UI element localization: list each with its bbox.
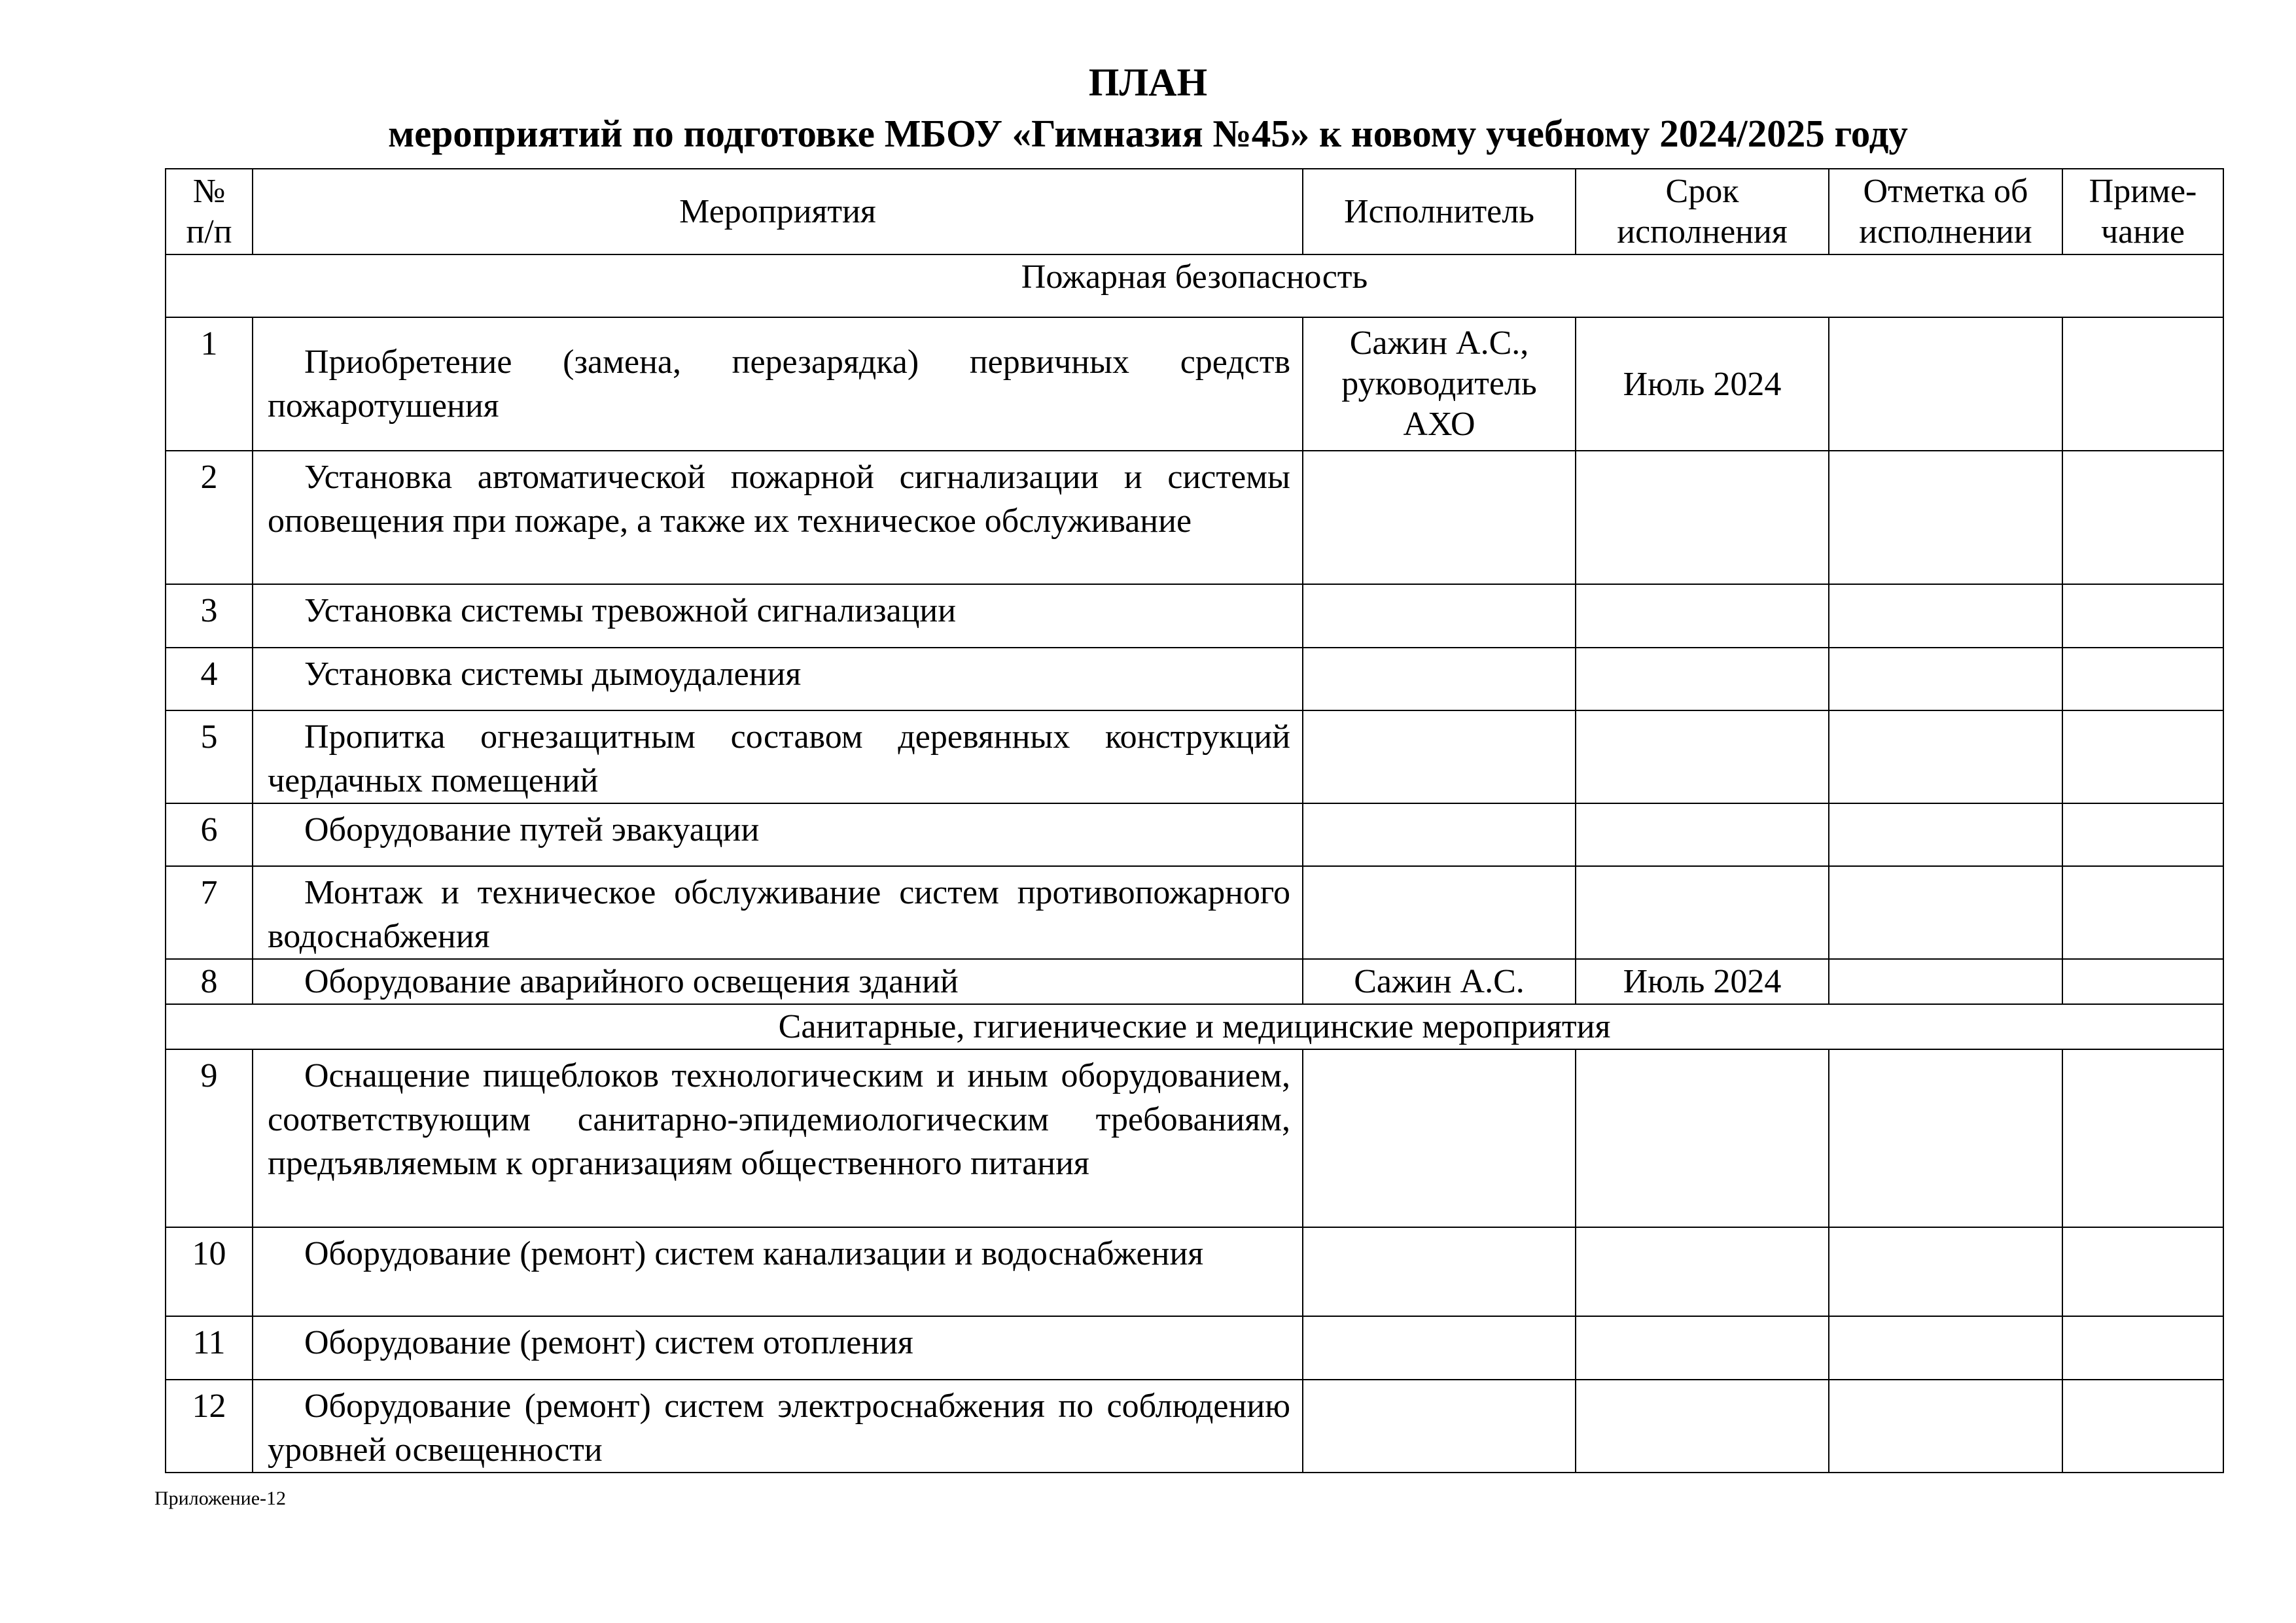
row-num: 4 bbox=[166, 648, 253, 710]
col-header-note: Приме- чание bbox=[2062, 169, 2223, 254]
row-executor: Сажин А.С., руководитель АХО bbox=[1303, 317, 1576, 451]
row-num: 3 bbox=[166, 584, 253, 648]
row-mark bbox=[1829, 1316, 2062, 1380]
table-row bbox=[166, 959, 2223, 1004]
row-num: 6 bbox=[166, 803, 253, 866]
row-activity: Оснащение пищеблоков технологическим и иным оборудованием, соответствующим санитарно-эпидемиологическим требованиям, предъявляемым к организациям общественного питания bbox=[253, 1049, 1303, 1227]
row-activity: Приобретение (замена, перезарядка) первичных средств пожаротушения bbox=[253, 317, 1303, 451]
row-num: 9 bbox=[166, 1049, 253, 1227]
row-note bbox=[2062, 1380, 2223, 1473]
row-note bbox=[2062, 1227, 2223, 1316]
row-executor bbox=[1303, 1380, 1576, 1473]
col-header-deadline: Срок исполнения bbox=[1576, 169, 1829, 254]
table-row bbox=[166, 1380, 2223, 1473]
row-mark bbox=[1829, 1049, 2062, 1227]
row-deadline bbox=[1576, 584, 1829, 648]
row-num: 7 bbox=[166, 866, 253, 959]
row-mark bbox=[1829, 584, 2062, 648]
row-activity: Установка автоматической пожарной сигнализации и системы оповещения при пожаре, а также их техническое обслуживание bbox=[253, 451, 1303, 584]
table-row bbox=[166, 317, 2223, 451]
row-executor: Сажин А.С. bbox=[1303, 959, 1576, 1004]
row-activity: Оборудование (ремонт) систем канализации и водоснабжения bbox=[253, 1227, 1303, 1316]
header-row bbox=[166, 169, 2223, 254]
table-row bbox=[166, 648, 2223, 710]
row-mark bbox=[1829, 648, 2062, 710]
row-activity: Установка системы тревожной сигнализации bbox=[253, 584, 1303, 648]
row-note bbox=[2062, 317, 2223, 451]
row-mark bbox=[1829, 1227, 2062, 1316]
table-row bbox=[166, 710, 2223, 803]
table-row bbox=[166, 1049, 2223, 1227]
table-row bbox=[166, 1316, 2223, 1380]
plan-table bbox=[165, 168, 2224, 1473]
row-num: 10 bbox=[166, 1227, 253, 1316]
row-executor bbox=[1303, 866, 1576, 959]
row-note bbox=[2062, 710, 2223, 803]
row-num: 12 bbox=[166, 1380, 253, 1473]
row-num: 1 bbox=[166, 317, 253, 451]
col-header-mark: Отметка об исполнении bbox=[1829, 169, 2062, 254]
row-mark bbox=[1829, 317, 2062, 451]
row-num: 8 bbox=[166, 959, 253, 1004]
section-title: Санитарные, гигиенические и медицинские мероприятия bbox=[166, 1004, 2223, 1049]
row-note bbox=[2062, 648, 2223, 710]
row-executor bbox=[1303, 451, 1576, 584]
row-activity: Оборудование (ремонт) систем электроснабжения по соблюдению уровней освещенности bbox=[253, 1380, 1303, 1473]
row-mark bbox=[1829, 1380, 2062, 1473]
row-deadline bbox=[1576, 648, 1829, 710]
row-deadline: Июль 2024 bbox=[1576, 317, 1829, 451]
row-executor bbox=[1303, 803, 1576, 866]
row-executor bbox=[1303, 584, 1576, 648]
table-row bbox=[166, 584, 2223, 648]
row-mark bbox=[1829, 803, 2062, 866]
row-deadline bbox=[1576, 1380, 1829, 1473]
row-note bbox=[2062, 959, 2223, 1004]
row-mark bbox=[1829, 959, 2062, 1004]
row-deadline bbox=[1576, 1227, 1829, 1316]
row-deadline bbox=[1576, 803, 1829, 866]
row-deadline bbox=[1576, 1049, 1829, 1227]
col-header-num: № п/п bbox=[166, 169, 253, 254]
row-executor bbox=[1303, 1227, 1576, 1316]
table-row bbox=[166, 451, 2223, 584]
row-deadline bbox=[1576, 451, 1829, 584]
row-deadline bbox=[1576, 710, 1829, 803]
row-activity: Оборудование путей эвакуации bbox=[253, 803, 1303, 866]
row-num: 5 bbox=[166, 710, 253, 803]
row-deadline: Июль 2024 bbox=[1576, 959, 1829, 1004]
row-mark bbox=[1829, 866, 2062, 959]
row-executor bbox=[1303, 648, 1576, 710]
row-note bbox=[2062, 866, 2223, 959]
row-activity: Оборудование аварийного освещения зданий bbox=[253, 959, 1303, 1004]
row-note bbox=[2062, 803, 2223, 866]
document-title: ПЛАН bbox=[1088, 61, 1208, 104]
row-mark bbox=[1829, 710, 2062, 803]
table-row bbox=[166, 803, 2223, 866]
table-row bbox=[166, 1227, 2223, 1316]
section-row bbox=[166, 1004, 2223, 1049]
section-row bbox=[166, 254, 2223, 317]
col-header-activity: Мероприятия bbox=[253, 169, 1303, 254]
row-activity: Пропитка огнезащитным составом деревянных конструкций чердачных помещений bbox=[253, 710, 1303, 803]
row-num: 2 bbox=[166, 451, 253, 584]
row-activity: Монтаж и техническое обслуживание систем противопожарного водоснабжения bbox=[253, 866, 1303, 959]
row-activity: Оборудование (ремонт) систем отопления bbox=[253, 1316, 1303, 1380]
page-footer: Приложение-12 bbox=[154, 1488, 287, 1509]
section-title: Пожарная безопасность bbox=[166, 254, 2223, 317]
row-executor bbox=[1303, 1049, 1576, 1227]
document-subtitle: мероприятий по подготовке МБОУ «Гимназия №45» к новому учебному 2024/2025 году bbox=[388, 112, 1908, 155]
row-executor bbox=[1303, 710, 1576, 803]
col-header-executor: Исполнитель bbox=[1303, 169, 1576, 254]
row-note bbox=[2062, 584, 2223, 648]
table-row bbox=[166, 866, 2223, 959]
row-note bbox=[2062, 1316, 2223, 1380]
row-note bbox=[2062, 1049, 2223, 1227]
row-activity: Установка системы дымоудаления bbox=[253, 648, 1303, 710]
row-deadline bbox=[1576, 1316, 1829, 1380]
row-num: 11 bbox=[166, 1316, 253, 1380]
row-executor bbox=[1303, 1316, 1576, 1380]
row-deadline bbox=[1576, 866, 1829, 959]
row-mark bbox=[1829, 451, 2062, 584]
row-note bbox=[2062, 451, 2223, 584]
